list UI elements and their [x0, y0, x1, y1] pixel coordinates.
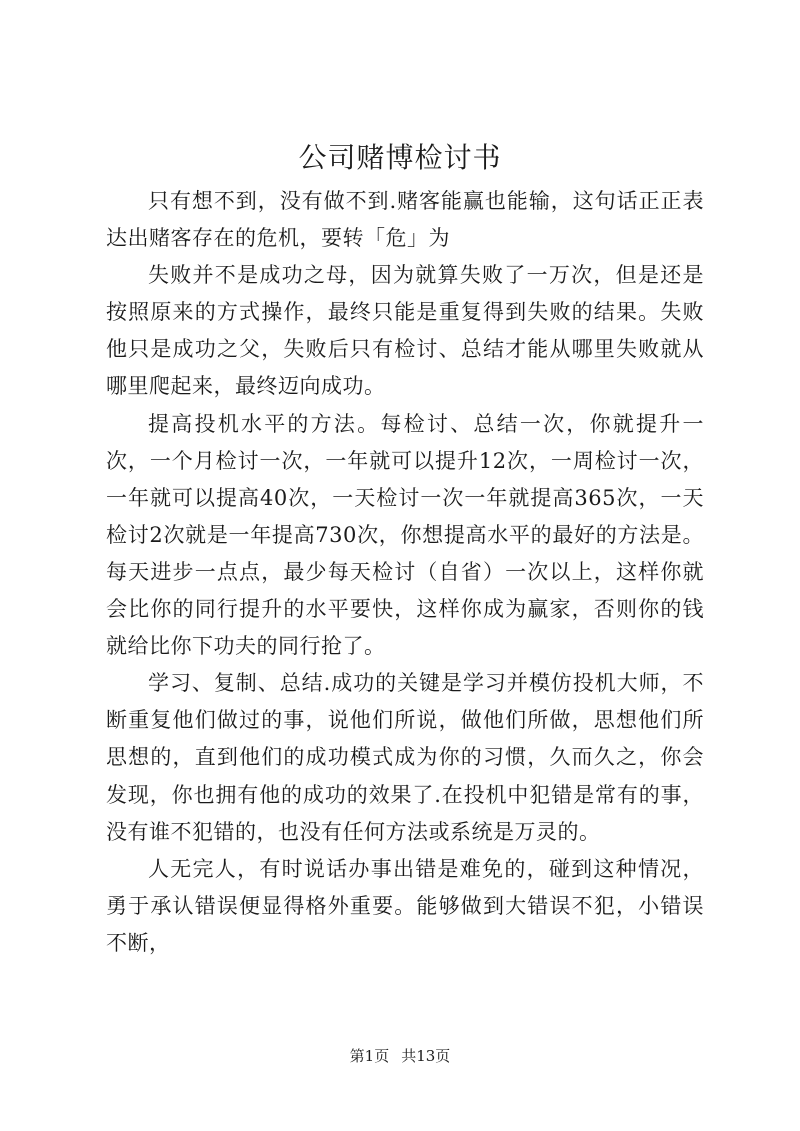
paragraph: 人无完人，有时说话办事出错是难免的，碰到这种情况，勇于承认错误便显得格外重要。能够做到大错误不犯，小错误不断，: [106, 856, 704, 955]
paragraph: 学习、复制、总结.成功的关键是学习并模仿投机大师，不断重复他们做过的事，说他们所说，做他们所做，思想他们所思想的，直到他们的成功模式成为你的习惯，久而久之，你会发现，你也拥有他的成功的效果了.在投机中犯错是常有的事，没有谁不犯错的，也没有任何方法或系统是万灵的。: [106, 671, 704, 844]
page-number: 第1页: [349, 1047, 390, 1065]
page-total: 共13页: [401, 1047, 451, 1065]
document-body: [106, 183, 704, 962]
paragraph: 失败并不是成功之母，因为就算失败了一万次，但是还是按照原来的方式操作，最终只能是重复得到失败的结果。失败他只是成功之父，失败后只有检讨、总结才能从哪里失败就从哪里爬起来，最终迈向成功。: [106, 263, 704, 399]
document-title: 公司赌博检讨书: [298, 141, 502, 174]
paragraph: 提高投机水平的方法。每检讨、总结一次，你就提升一次，一个月检讨一次，一年就可以提升12次，一周检讨一次，一年就可以提高40次，一天检讨一次一年就提高365次，一天检讨2次就是一年提高730次，你想提高水平的最好的方法是。每天进步一点点，最少每天检讨（自省）一次以上，这样你就会比你的同行提升的水平要快，这样你成为赢家，否则你的钱就给比你下功夫的同行抢了。: [106, 411, 704, 659]
paragraph: 只有想不到，没有做不到.赌客能赢也能输，这句话正正表达出赌客存在的危机，要转「危」为: [106, 189, 704, 251]
page-footer: [0, 1046, 800, 1066]
